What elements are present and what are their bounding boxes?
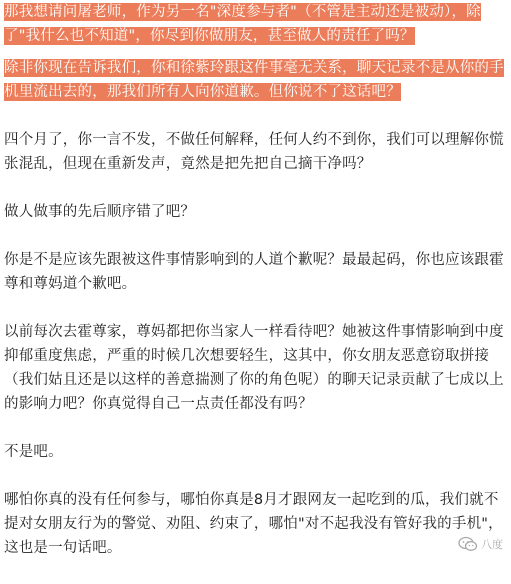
wechat-logo-icon	[458, 536, 478, 552]
paragraph-6: 哪怕你真的没有任何参与，哪怕你真是8月才跟网友一起吃到的瓜，我们就不提对女朋友行为的警觉、劝阻、约束了，哪怕"对不起我没有管好我的手机"，这也是一句话吧。	[4, 492, 503, 556]
article-body	[4, 0, 507, 584]
paragraph-4: 以前每次去霍尊家，尊妈都把你当家人一样看待吧？她被这件事情影响到中度抑郁重度焦虑，严重的时候几次想要轻生，这其中，你女朋友恶意窃取拼接（我们姑且还是以这样的善意揣测了你的角色呢）的聊天记录贡献了七成以上的影响力吧？你真觉得自己一点责任都没有吗？	[4, 324, 504, 412]
paragraph-3: 你是不是应该先跟被这件事情影响到的人道个歉呢？最最起码，你也应该跟霍尊和尊妈道个歉吧。	[4, 252, 504, 292]
watermark-text: 八度	[481, 538, 503, 551]
highlighted-text-2: 除非你现在告诉我们，你和徐紫玲跟这件事毫无关系，聊天记录不是从你的手机里流出去的，那我们所有人向你道歉。但你说不了这话吧？	[4, 60, 504, 100]
paragraph-2: 做人做事的先后顺序错了吧？	[4, 204, 196, 220]
paragraph-1: 四个月了，你一言不发，不做任何解释，任何人约不到你，我们可以理解你慌张混乱，但现在重新发声，竟然是把先把自己摘干净吗？	[4, 132, 504, 172]
watermark	[458, 536, 503, 552]
highlighted-text-1: 那我想请问屠老师，作为另一名"深度参与者"（不管是主动还是被动），除了"我什么也不知道"，你尽到你做朋友，甚至做人的责任了吗？	[4, 4, 481, 44]
paragraph-5: 不是吧。	[4, 444, 63, 460]
highlighted-paragraph-2	[4, 56, 507, 104]
highlighted-paragraph-1	[4, 0, 507, 48]
